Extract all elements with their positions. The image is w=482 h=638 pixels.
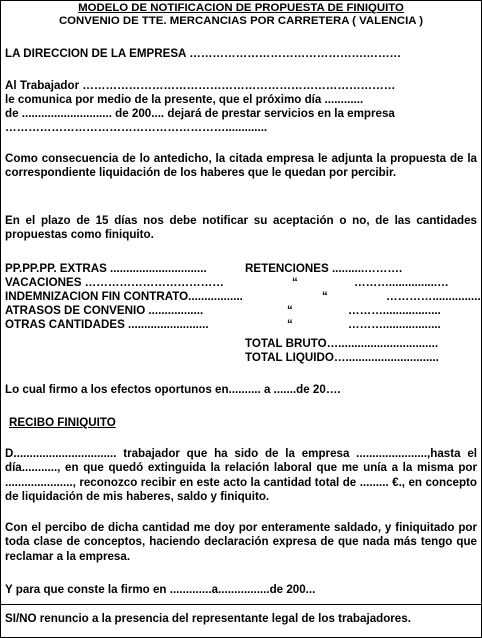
- footer-renuncia: SI/NO renuncio a la presencia del representante legal de los trabajadores.: [5, 612, 411, 625]
- item-right-line: ………..................: [348, 318, 441, 331]
- item-right-retenciones: RETENCIONES ..........……….: [245, 262, 403, 275]
- ditto-mark: “: [322, 290, 328, 303]
- item-right-line: ………...............…: [354, 276, 449, 289]
- total-bruto: TOTAL BRUTO…...............................: [245, 337, 439, 350]
- recibo-title: RECIBO FINIQUITO: [9, 416, 116, 429]
- trabajador-line-1: Al Trabajador ………………………………………………………………………: [5, 79, 396, 92]
- item-right-line: ………..................: [348, 304, 441, 317]
- percibo-paragraph: Con el percibo de dicha cantidad me doy por enteramente saldado, y finiquitado por toda clase de conceptos, haciendo declaración expresa de que nada más tengo que reclamar a la empresa.: [5, 521, 477, 563]
- consecuencia-paragraph: Como consecuencia de lo antedicho, la citada empresa le adjunta la propuesta de la correspondiente liquidación de los haberes que le quedan por percibir.: [5, 152, 477, 180]
- item-left-atrasos: ATRASOS DE CONVENIO .................: [5, 304, 204, 317]
- plazo-paragraph: En el plazo de 15 días nos debe notificar su aceptación o no, de las cantidades propuestas como finiquito.: [5, 214, 477, 242]
- item-right-line: …………...............: [386, 290, 481, 303]
- item-left-indemnizacion: INDEMNIZACION FIN CONTRATO.................: [5, 290, 243, 303]
- trabajador-line-4: ………………………………………………….............: [5, 121, 268, 134]
- firmo-line: Lo cual firmo a los efectos oportunos en.......... a .......de 20….: [5, 383, 341, 396]
- trabajador-line-2: le comunica por medio de la presente, que el próximo día ............: [5, 93, 364, 106]
- conste-line: Y para que conste la firmo en .............a................de 200...: [5, 583, 316, 596]
- document-subtitle: CONVENIO DE TTE. MERCANCIAS POR CARRETERA ( VALENCIA ): [58, 15, 424, 27]
- item-left-extras: PP.PP.PP. EXTRAS ..............................: [5, 262, 207, 275]
- document-title: MODELO DE NOTIFICACION DE PROPUESTA DE FINIQUITO: [78, 2, 404, 14]
- recibo-paragraph: D................................ trabajador que ha sido de la empresa ......................,hasta el día..........., en que quedó extinguida la relación laboral que me unía a la misma por ....................., reconozco recibir en este acto la cantidad total de ......... €., en concepto de liquidación de mis haberes, saldo y finiquito.: [5, 447, 477, 503]
- ditto-mark: “: [287, 318, 293, 331]
- ditto-mark: “: [287, 304, 293, 317]
- direccion-line: LA DIRECCION DE LA EMPRESA ……………………………………….………: [5, 47, 402, 60]
- item-left-vacaciones: VACACIONES ………………………………: [5, 276, 224, 289]
- ditto-mark: “: [292, 276, 298, 289]
- item-left-otras: OTRAS CANTIDADES .........................: [5, 318, 209, 331]
- trabajador-line-3: de ............................ de 200.... dejará de prestar servicios en la empresa: [5, 107, 395, 120]
- total-liquido: TOTAL LIQUIDO….............................: [245, 351, 439, 364]
